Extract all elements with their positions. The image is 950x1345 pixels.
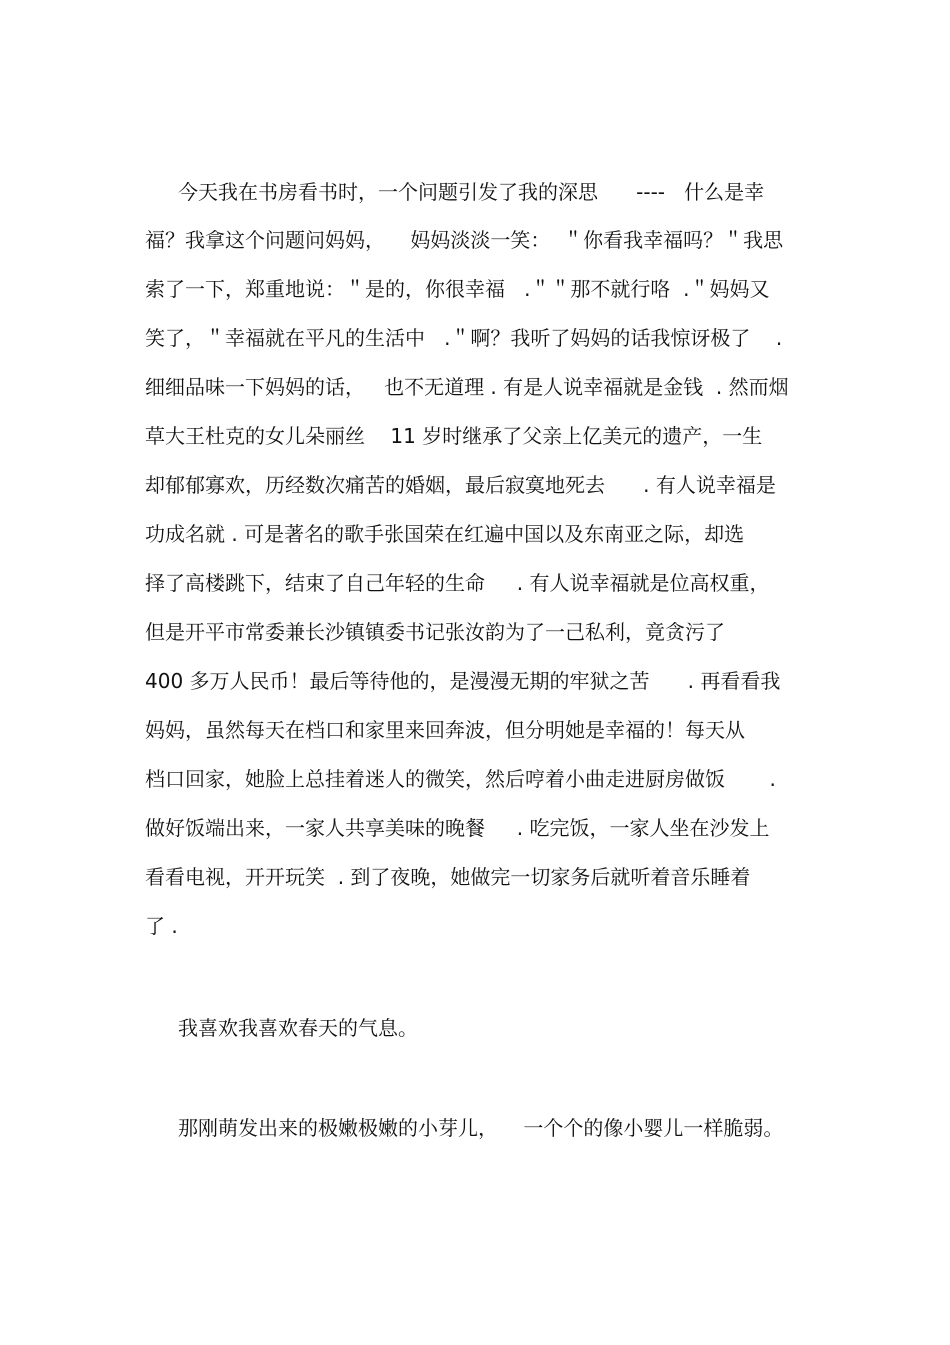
paragraph-1-line-7: 却郁郁寡欢，历经数次痛苦的婚姻，最后寂寞地死去 . 有人说幸福是 [145, 473, 776, 497]
paragraph-1-line-10: 但是开平市常委兼长沙镇镇委书记张汝韵为了一己私利，竟贪污了 [145, 620, 725, 644]
paragraph-1-line-3: 索了一下，郑重地说：＂是的，你很幸福 .＂＂那不就行咯 .＂妈妈又 [145, 277, 770, 301]
paragraph-1-line-11: 400 多万人民币！最后等待他的，是漫漫无期的牢狱之苦 . 再看看我 [145, 669, 781, 693]
paragraph-2: 我喜欢我喜欢春天的气息。 [178, 1016, 418, 1040]
paragraph-1-line-5: 细细品味一下妈妈的话， 也不无道理 . 有是人说幸福就是金钱 . 然而烟 [145, 375, 789, 399]
paragraph-1-line-12: 妈妈，虽然每天在档口和家里来回奔波，但分明她是幸福的！每天从 [145, 718, 745, 742]
paragraph-1-line-9: 择了高楼跳下，结束了自己年轻的生命 . 有人说幸福就是位高权重， [145, 571, 770, 595]
paragraph-1-line-6: 草大王杜克的女儿朵丽丝 11 岁时继承了父亲上亿美元的遗产，一生 [145, 424, 763, 448]
paragraph-1-line-14: 做好饭端出来，一家人共享美味的晚餐 . 吃完饭，一家人坐在沙发上 [145, 816, 770, 840]
paragraph-1-line-1: 今天我在书房看书时，一个问题引发了我的深思 ---- 什么是幸 [178, 180, 765, 204]
paragraph-1-line-2: 福？我拿这个问题问妈妈， 妈妈淡淡一笑： ＂你看我幸福吗？＂我思 [145, 228, 784, 252]
paragraph-3: 那刚萌发出来的极嫩极嫩的小芽儿， 一个个的像小婴儿一样脆弱。 [178, 1116, 784, 1140]
paragraph-1-line-16: 了 . [145, 914, 178, 938]
paragraph-1-line-13: 档口回家，她脸上总挂着迷人的微笑，然后哼着小曲走进厨房做饭 . [145, 767, 776, 791]
paragraph-1-line-15: 看看电视，开开玩笑 . 到了夜晚，她做完一切家务后就听着音乐睡着 [145, 865, 751, 889]
paragraph-1-line-8: 功成名就 . 可是著名的歌手张国荣在红遍中国以及东南亚之际，却选 [145, 522, 745, 546]
paragraph-1-line-4: 笑了，＂幸福就在平凡的生活中 .＂啊？我听了妈妈的话我惊讶极了 . [145, 326, 783, 350]
